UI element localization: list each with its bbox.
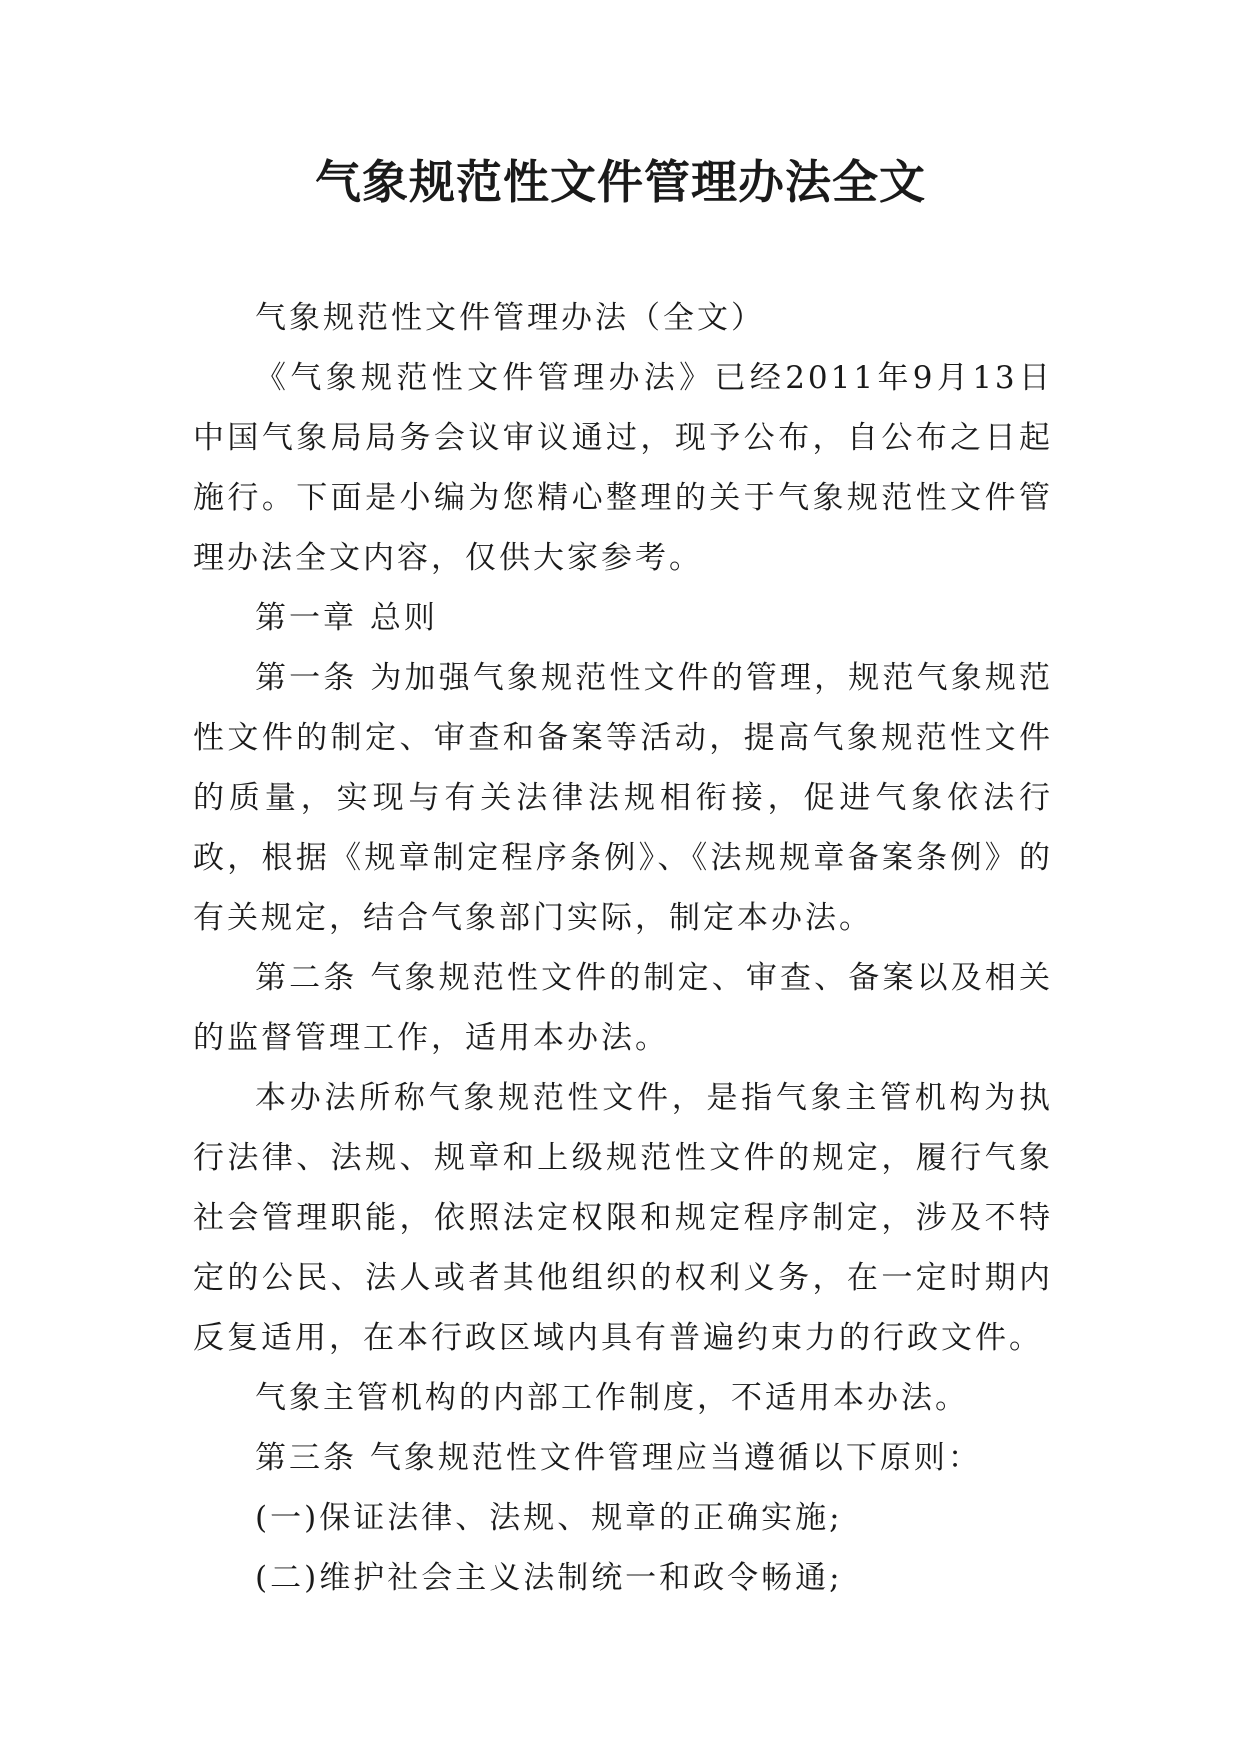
document-body xyxy=(193,288,1053,1608)
article-3-item-1: (一)保证法律、法规、规章的正确实施; xyxy=(255,1500,843,1536)
document-title: 气象规范性文件管理办法全文 xyxy=(315,155,926,209)
chapter-heading: 第一章 总则 xyxy=(255,600,438,636)
article-2-exclusion: 气象主管机构的内部工作制度，不适用本办法。 xyxy=(255,1380,969,1416)
paragraph-subtitle: 气象规范性文件管理办法（全文） xyxy=(255,300,765,336)
paragraph-intro: 《气象规范性文件管理办法》已经2011年9月13日中国气象局局务会议审议通过，现予公布，自公布之日起施行。下面是小编为您精心整理的关于气象规范性文件管理办法全文内容，仅供大家参考。 xyxy=(193,360,1053,576)
article-3-item-2: (二)维护社会主义法制统一和政令畅通; xyxy=(255,1560,843,1596)
article-2: 第二条 气象规范性文件的制定、审查、备案以及相关的监督管理工作，适用本办法。 xyxy=(193,960,1053,1056)
article-1: 第一条 为加强气象规范性文件的管理，规范气象规范性文件的制定、审查和备案等活动，提高气象规范性文件的质量，实现与有关法律法规相衔接，促进气象依法行政，根据《规章制定程序条例》、《法规规章备案条例》的有关规定，结合气象部门实际，制定本办法。 xyxy=(193,660,1053,936)
article-2-definition: 本办法所称气象规范性文件，是指气象主管机构为执行法律、法规、规章和上级规范性文件的规定，履行气象社会管理职能，依照法定权限和规定程序制定，涉及不特定的公民、法人或者其他组织的权利义务，在一定时期内反复适用，在本行政区域内具有普遍约束力的行政文件。 xyxy=(193,1080,1053,1356)
article-3: 第三条 气象规范性文件管理应当遵循以下原则： xyxy=(255,1440,982,1476)
